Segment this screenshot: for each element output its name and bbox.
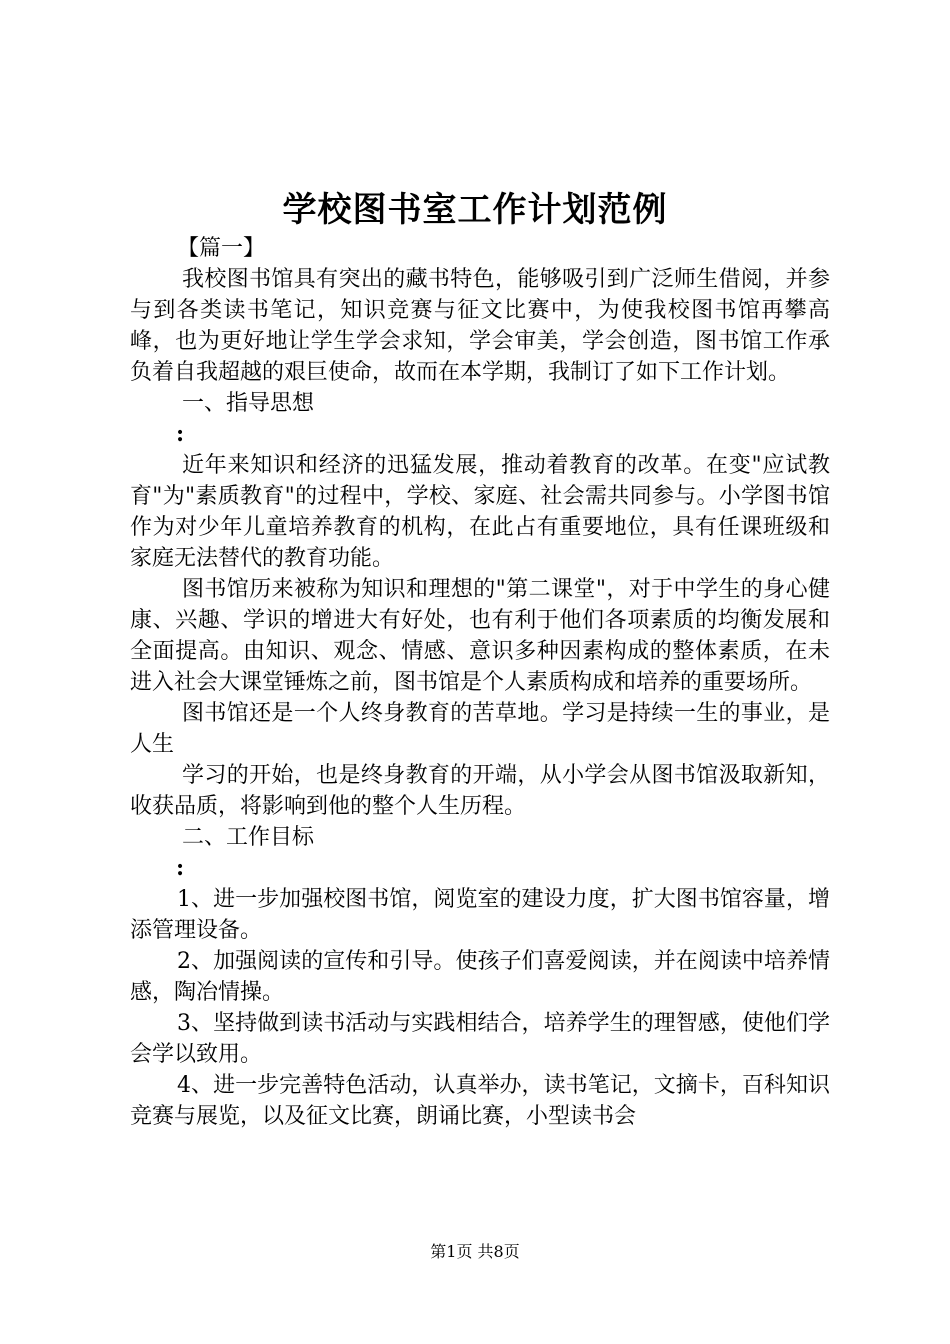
- heading-guiding-thought: 一、指导思想: [182, 391, 315, 416]
- colon-line: :: [176, 855, 185, 881]
- list-item: 1、进一步加强校图书馆，阅览室的建设力度，扩大图书馆容量，增添管理设备。: [130, 887, 830, 943]
- document-body: [130, 233, 830, 1132]
- paragraph-body: 近年来知识和经济的迅猛发展，推动着教育的改革。在变"应试教育"为"素质教育"的过程中，学校、家庭、社会需共同参与。小学图书馆作为对少年儿童培养教育的机构，在此占有重要地位，具有任课班级和家庭无法替代的教育功能。: [130, 453, 830, 571]
- page-footer: 第1页 共8页: [430, 1242, 520, 1261]
- section-marker: 【篇一】: [177, 236, 266, 261]
- paragraph-body: 图书馆历来被称为知识和理想的"第二课堂"，对于中学生的身心健康、兴趣、学识的增进大有好处，也有利于他们各项素质的均衡发展和全面提高。由知识、观念、情感、意识多种因素构成的整体素质，在未进入社会大课堂锤炼之前，图书馆是个人素质构成和培养的重要场所。: [130, 577, 830, 695]
- paragraph-body: 学习的开始，也是终身教育的开端，从小学会从图书馆汲取新知，收获品质，将影响到他的整个人生历程。: [130, 763, 830, 819]
- list-item: 4、进一步完善特色活动，认真举办，读书笔记，文摘卡，百科知识竞赛与展览，以及征文比赛，朗诵比赛，小型读书会: [130, 1073, 830, 1129]
- list-item: 3、坚持做到读书活动与实践相结合，培养学生的理智感，使他们学会学以致用。: [130, 1011, 830, 1067]
- document-title: 学校图书室工作计划范例: [282, 190, 668, 230]
- paragraph-intro: 我校图书馆具有突出的藏书特色，能够吸引到广泛师生借阅，并参与到各类读书笔记，知识竞赛与征文比赛中，为使我校图书馆再攀高峰，也为更好地让学生学会求知，学会审美，学会创造，图书馆工作承负着自我超越的艰巨使命，故而在本学期，我制订了如下工作计划。: [130, 267, 830, 385]
- paragraph-body: 图书馆还是一个人终身教育的苦草地。学习是持续一生的事业，是人生: [130, 701, 830, 757]
- colon-line: :: [176, 421, 185, 447]
- heading-work-goals: 二、工作目标: [182, 825, 315, 850]
- list-item: 2、加强阅读的宣传和引导。使孩子们喜爱阅读，并在阅读中培养情感，陶冶情操。: [130, 949, 830, 1005]
